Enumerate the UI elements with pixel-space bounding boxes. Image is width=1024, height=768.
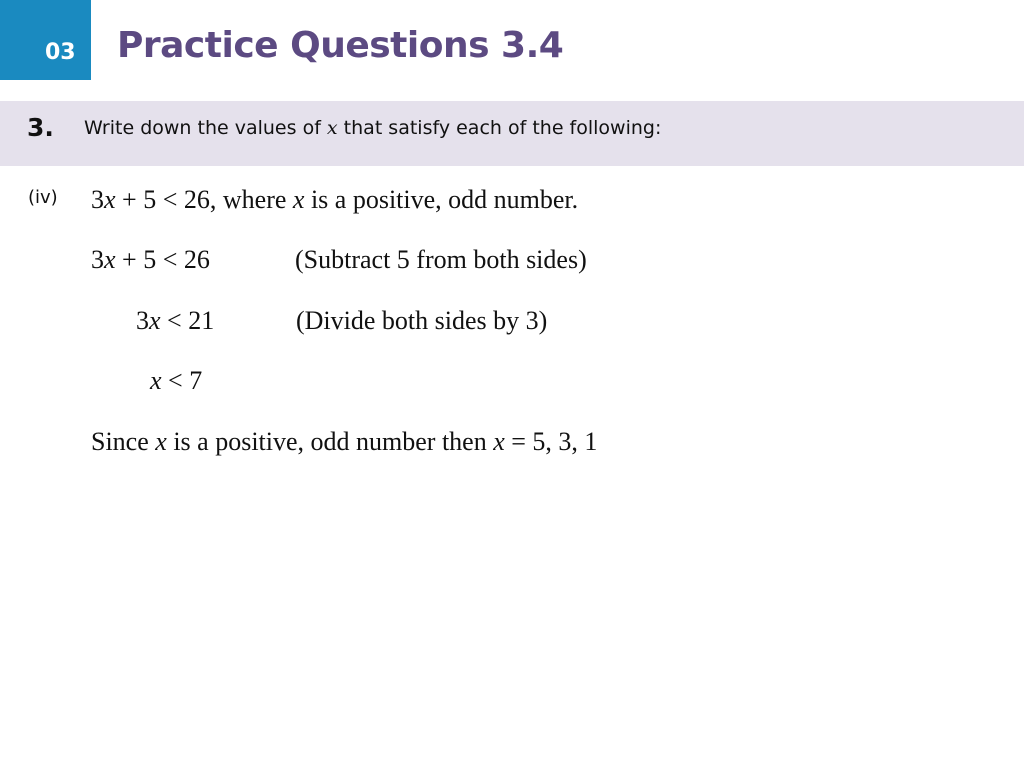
statement-var2: x <box>292 185 305 214</box>
step-2-note: (Divide both sides by 3) <box>296 306 548 335</box>
chapter-number: 03 <box>45 40 76 65</box>
part-label: (iv) <box>28 187 58 208</box>
question-variable: x <box>326 117 338 139</box>
conclusion-var2: x <box>493 427 505 456</box>
step-1-var: x <box>104 245 116 274</box>
step-3-equation <box>150 368 202 394</box>
step-2-coef: 3 <box>136 306 149 335</box>
step-2-rest: < 21 <box>160 306 215 335</box>
step-1-coef: 3 <box>91 245 104 274</box>
step-2-equation <box>136 308 214 334</box>
conclusion-after: = 5, 3, 1 <box>504 427 598 456</box>
question-text-after: that satisfy each of the following: <box>337 117 662 139</box>
step-3-rest: < 7 <box>161 366 203 395</box>
conclusion <box>91 429 597 455</box>
step-1-note: (Subtract 5 from both sides) <box>295 245 587 274</box>
question-text-before: Write down the values of <box>84 117 327 139</box>
statement-coef: 3 <box>91 185 104 214</box>
step-3-var: x <box>150 366 162 395</box>
conclusion-var: x <box>155 427 167 456</box>
page-title: Practice Questions 3.4 <box>117 25 564 66</box>
statement-rest: is a positive, odd number. <box>304 185 579 214</box>
statement-expr: + 5 < 26, where <box>115 185 293 214</box>
part-statement <box>91 187 578 213</box>
question-number: 3. <box>27 113 54 142</box>
conclusion-before: Since <box>91 427 156 456</box>
conclusion-middle: is a positive, odd number then <box>166 427 494 456</box>
question-text <box>84 119 661 138</box>
step-1-rest: + 5 < 26 <box>115 245 210 274</box>
step-1-equation <box>91 247 210 273</box>
step-2-var: x <box>149 306 161 335</box>
statement-var: x <box>104 185 116 214</box>
